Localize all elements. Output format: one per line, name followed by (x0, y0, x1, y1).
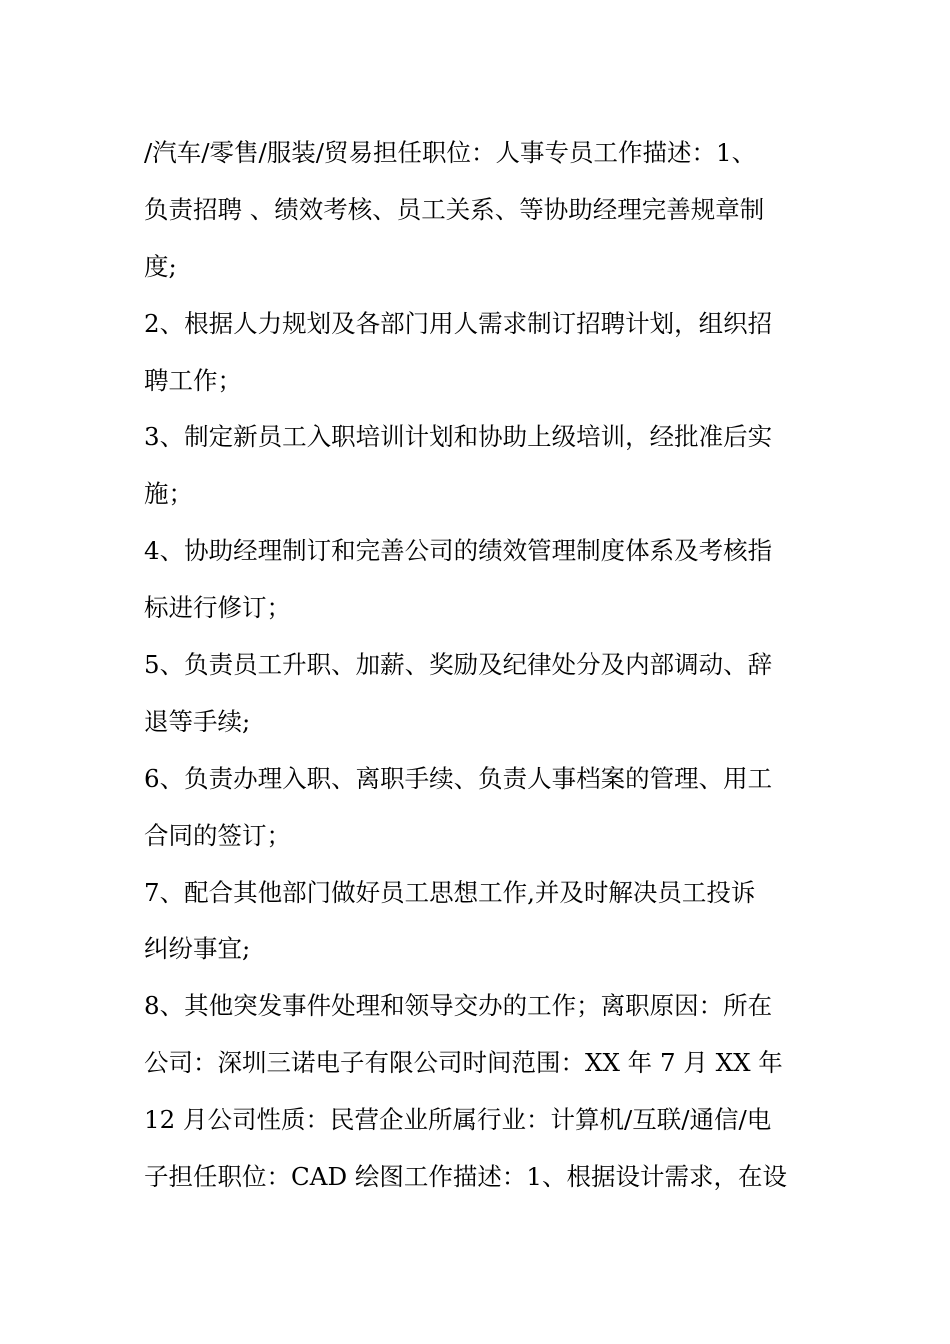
text-line: 3、制定新员工入职培训计划和协助上级培训，经批准后实 (144, 422, 773, 452)
text-line: /汽车/零售/服装/贸易担任职位：人事专员工作描述：1、 (144, 138, 757, 167)
text-line: 合同的签订； (144, 820, 291, 850)
text-line: 12 月公司性质：民营企业所属行业：计算机/互联/通信/电 (144, 1105, 772, 1135)
text-line: 聘工作； (144, 365, 242, 395)
document-body (144, 125, 814, 1206)
text-line: 8、其他突发事件处理和领导交办的工作；离职原因：所在 (144, 991, 773, 1021)
text-line: 标进行修订； (144, 593, 291, 623)
text-line: 2、根据人力规划及各部门用人需求制订招聘计划，组织招 (144, 308, 773, 338)
text-line: 4、协助经理制订和完善公司的绩效管理制度体系及考核指 (144, 536, 773, 566)
text-line: 公司：深圳三诺电子有限公司时间范围：XX 年 7 月 XX 年 (144, 1048, 783, 1078)
text-line: 负责招聘 、绩效考核、员工关系、等协助经理完善规章制 (144, 194, 765, 224)
text-line: 7、配合其他部门做好员工思想工作,并及时解决员工投诉 (144, 877, 756, 907)
text-line: 纠纷事宜; (144, 934, 251, 964)
text-line: 子担任职位：CAD 绘图工作描述：1、根据设计需求，在设 (144, 1162, 787, 1192)
text-line: 施； (144, 479, 193, 509)
text-line: 度; (144, 251, 177, 281)
text-line: 退等手续; (144, 706, 251, 736)
text-line: 6、负责办理入职、离职手续、负责人事档案的管理、用工 (144, 763, 773, 793)
text-line: 5、负责员工升职、加薪、奖励及纪律处分及内部调动、辞 (144, 650, 773, 680)
